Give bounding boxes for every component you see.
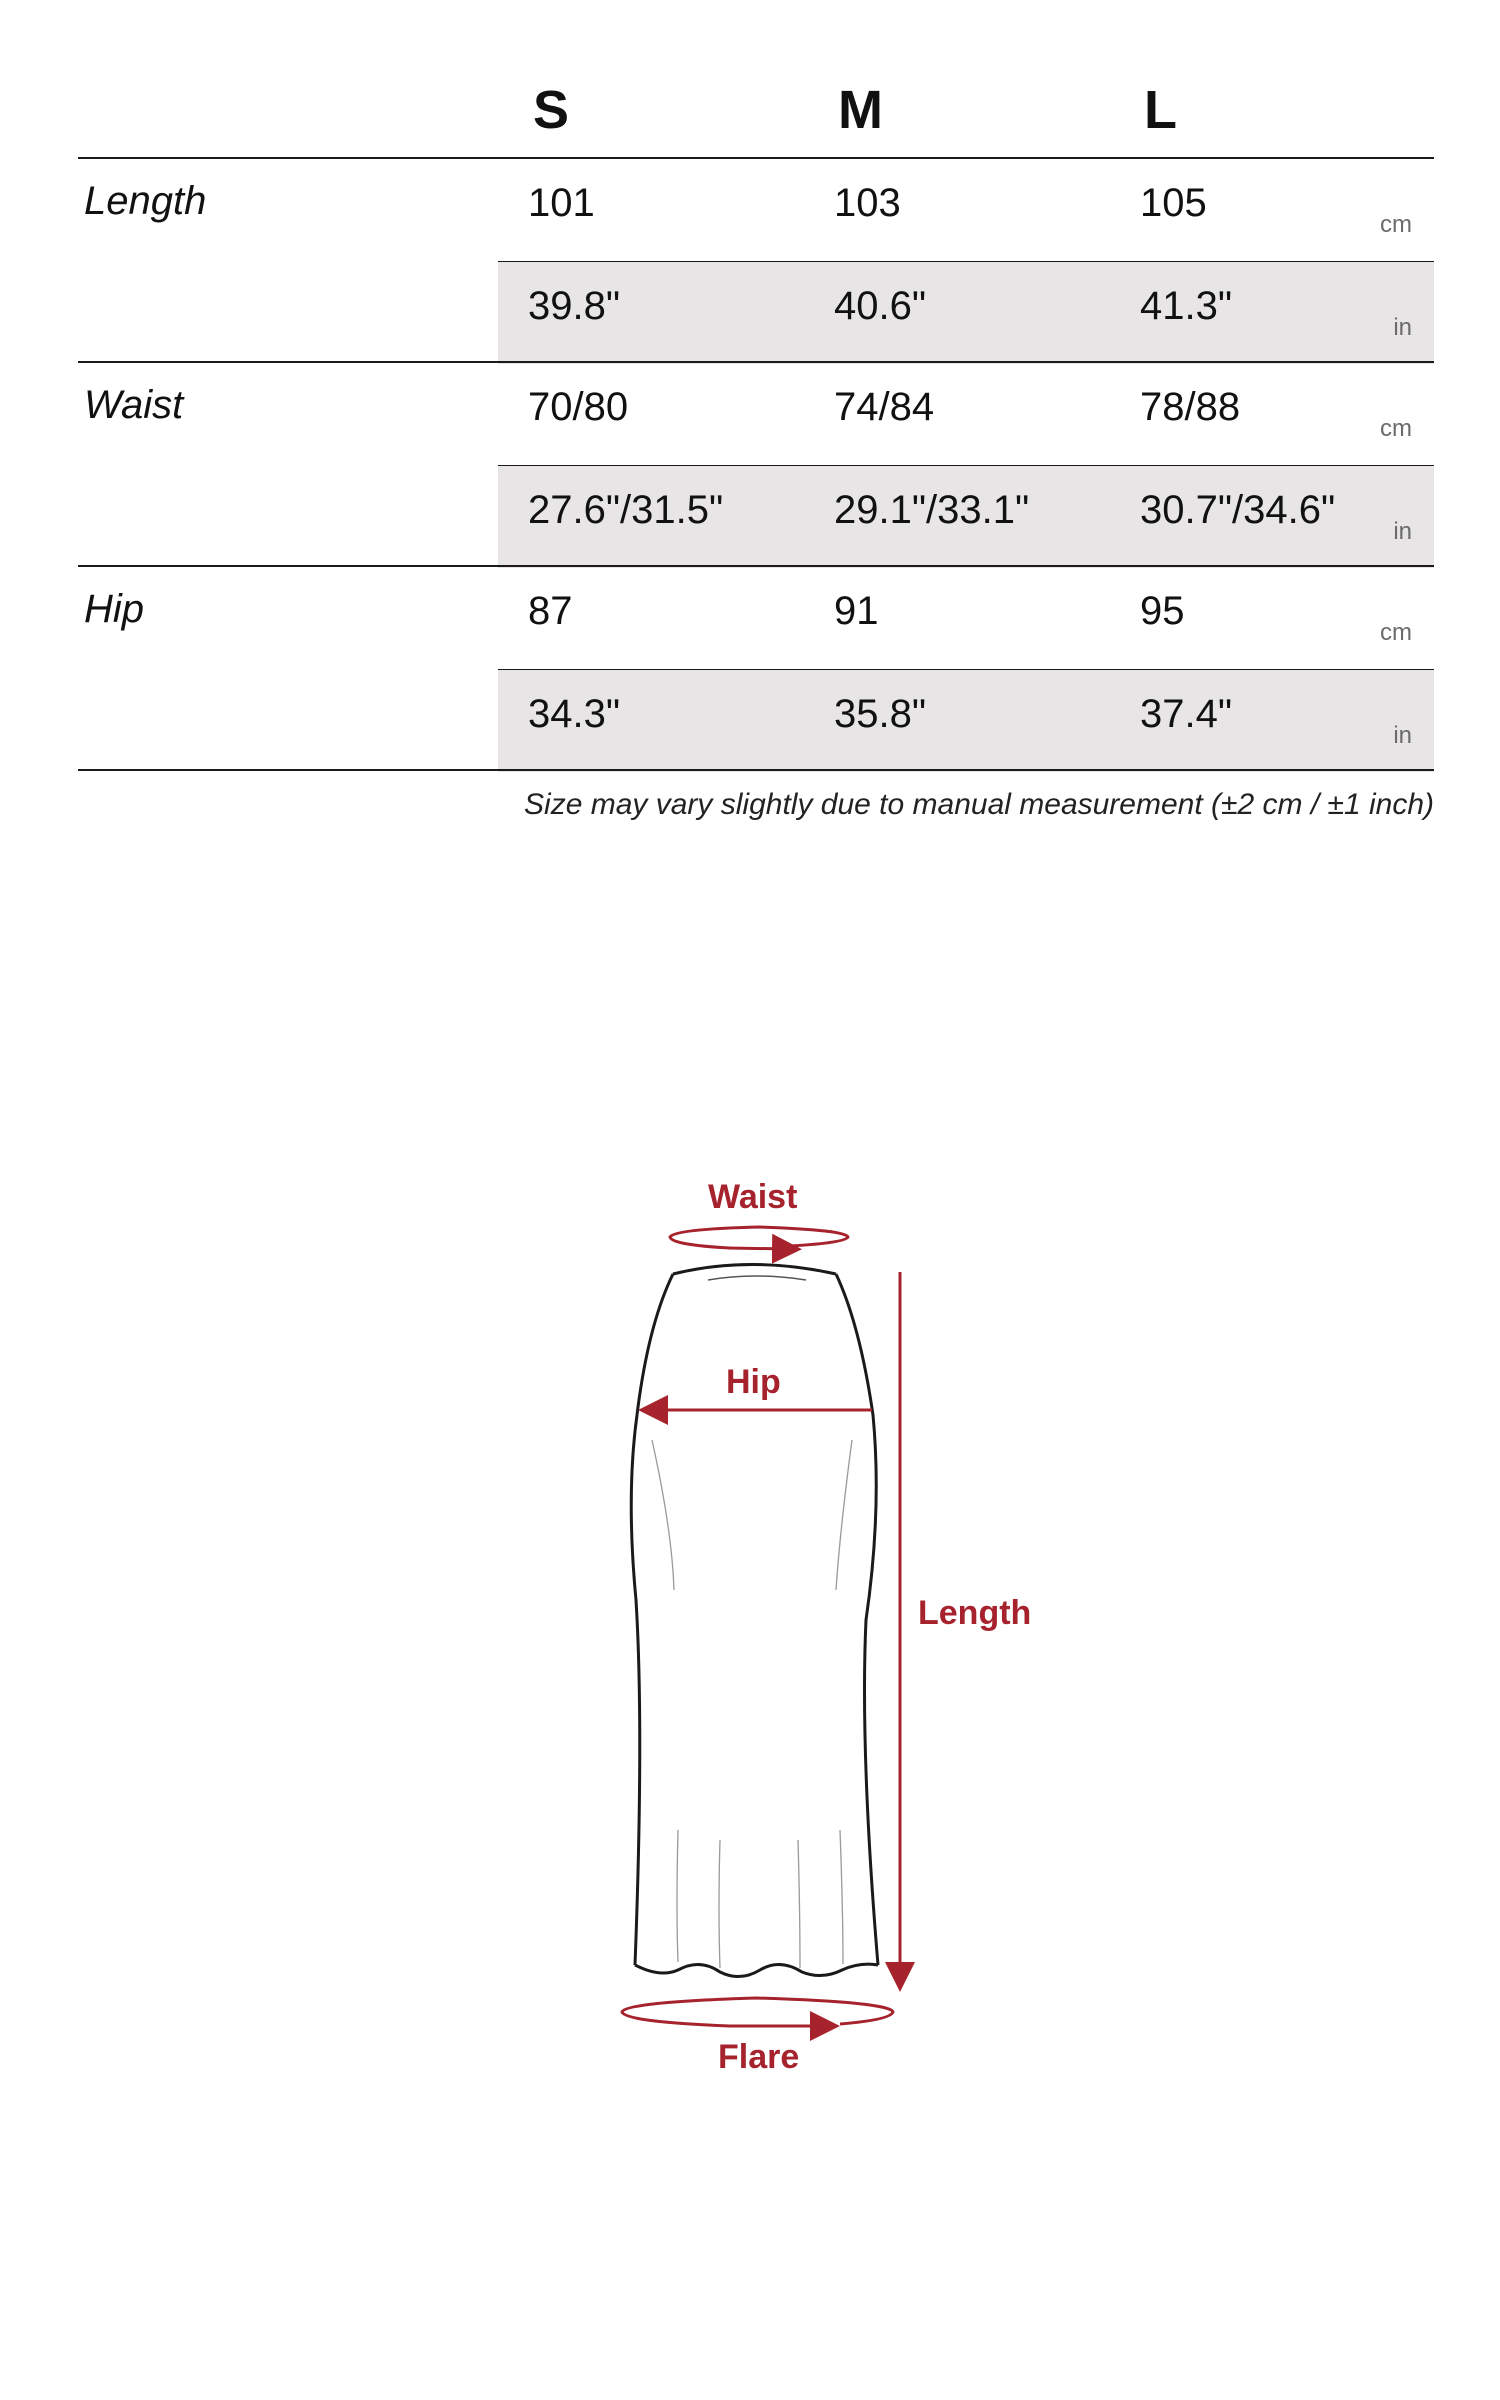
hip-m-in: 35.8" (834, 692, 927, 736)
measurement-note: Size may vary slightly due to manual measurement (±2 cm / ±1 inch) (524, 788, 1434, 821)
length-s-in: 39.8" (528, 284, 621, 328)
waist-m-cm: 74/84 (834, 385, 935, 429)
unit-cm: cm (1380, 619, 1412, 646)
waist-diagram-label: Waist (708, 1178, 798, 1216)
hip-s-cm: 87 (528, 589, 573, 633)
length-s-cm: 101 (528, 181, 595, 225)
hip-group (78, 567, 1434, 771)
length-m-in: 40.6" (834, 284, 927, 328)
length-in-row (498, 262, 1434, 364)
fabric-folds (652, 1440, 852, 1968)
size-l-header: L (1144, 80, 1177, 140)
waist-in-row (498, 466, 1434, 568)
length-cm-row (498, 159, 1434, 261)
length-l-in: 41.3" (1140, 284, 1233, 328)
hip-in-row (498, 670, 1434, 772)
waist-s-in: 27.6"/31.5" (528, 488, 724, 532)
length-label: Length (84, 179, 207, 223)
length-group (78, 159, 1434, 363)
waist-s-cm: 70/80 (528, 385, 629, 429)
unit-in: in (1393, 314, 1412, 341)
waist-cm-row (498, 363, 1434, 465)
waist-group (78, 363, 1434, 567)
waist-label: Waist (84, 383, 184, 427)
hip-m-cm: 91 (834, 589, 879, 633)
length-diagram-label: Length (918, 1594, 1032, 1632)
hip-s-in: 34.3" (528, 692, 621, 736)
flare-diagram-label: Flare (718, 2038, 800, 2076)
unit-cm: cm (1380, 415, 1412, 442)
length-m-cm: 103 (834, 181, 901, 225)
waist-l-cm: 78/88 (1140, 385, 1241, 429)
size-chart-table (78, 55, 1434, 771)
unit-in: in (1393, 722, 1412, 749)
hip-diagram-label: Hip (726, 1363, 781, 1401)
size-header-row (78, 55, 1434, 159)
unit-cm: cm (1380, 211, 1412, 238)
hip-label: Hip (84, 587, 145, 631)
waist-m-in: 29.1"/33.1" (834, 488, 1030, 532)
waist-l-in: 30.7"/34.6" (1140, 488, 1336, 532)
size-m-header: M (838, 80, 883, 140)
waist-arrow (670, 1227, 848, 1249)
length-l-cm: 105 (1140, 181, 1207, 225)
hip-l-cm: 95 (1140, 589, 1185, 633)
skirt-diagram (560, 1150, 1080, 2090)
hip-cm-row (498, 567, 1434, 669)
size-s-header: S (533, 80, 570, 140)
hip-l-in: 37.4" (1140, 692, 1233, 736)
unit-in: in (1393, 518, 1412, 545)
group-divider (78, 769, 1434, 771)
flare-arrow (622, 1998, 893, 2026)
